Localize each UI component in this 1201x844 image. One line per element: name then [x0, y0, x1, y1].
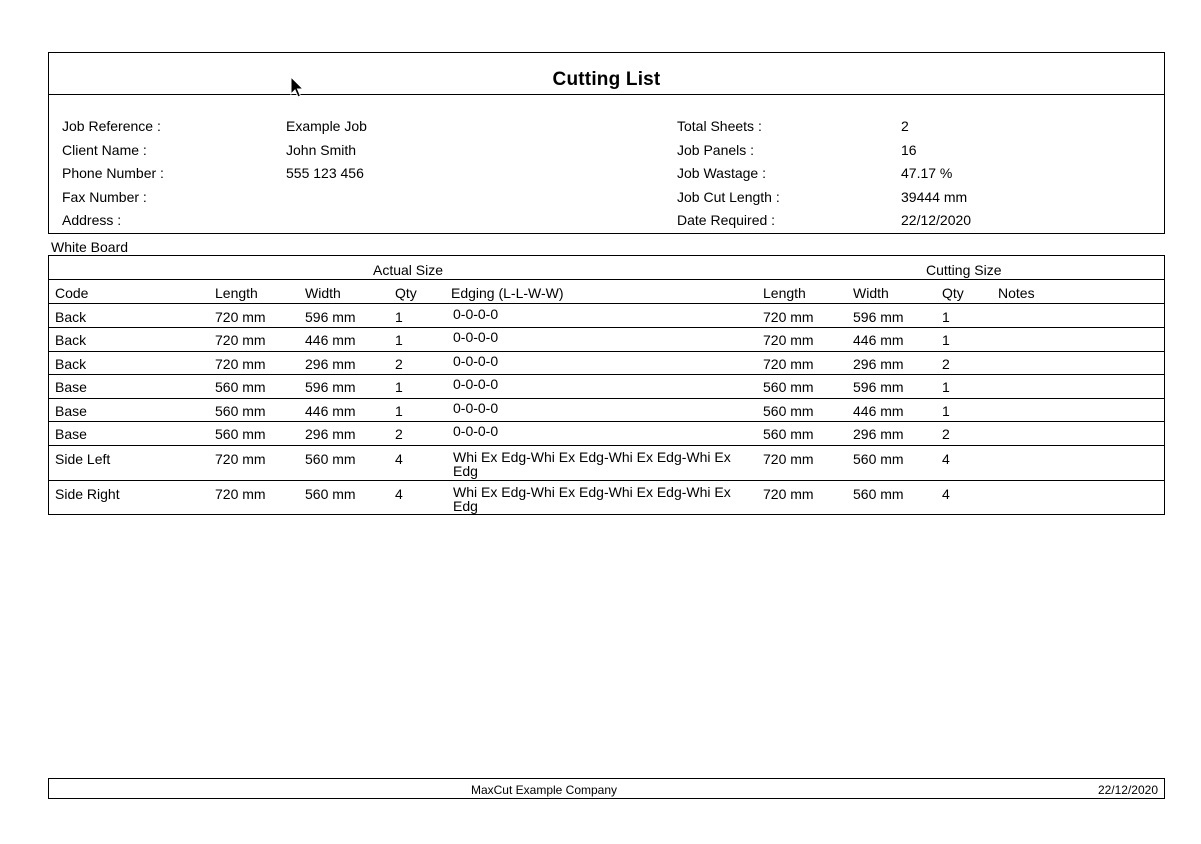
row-cut-width: 596 mm: [853, 379, 904, 395]
row-qty: 4: [395, 486, 403, 502]
row-edging: 0-0-0-0: [453, 353, 499, 369]
value-client-name: John Smith: [286, 141, 357, 158]
row-length: 560 mm: [215, 379, 266, 395]
row-edging: 0-0-0-0: [453, 423, 499, 439]
row-qty: 1: [395, 309, 403, 325]
row-width: 596 mm: [305, 379, 356, 395]
label-client-name: Client Name :: [62, 141, 147, 158]
row-code: Back: [55, 356, 87, 372]
row-code: Base: [55, 403, 87, 419]
row-edging: 0-0-0-0: [453, 306, 499, 322]
row-length: 720 mm: [215, 356, 266, 372]
row-qty: 2: [395, 426, 403, 442]
table-row: [49, 351, 1164, 374]
row-width: 296 mm: [305, 356, 356, 372]
value-job-reference: Example Job: [286, 118, 367, 134]
row-width: 560 mm: [305, 451, 356, 467]
row-qty: 2: [395, 356, 403, 372]
row-code: Back: [55, 332, 87, 348]
page-footer: [48, 778, 1165, 799]
row-edging: Whi Ex Edg-Whi Ex Edg-Whi Ex Edg-Whi Ex Edg: [453, 484, 731, 514]
table-row: [49, 480, 1164, 515]
row-edging: 0-0-0-0: [453, 329, 499, 345]
row-edging: 0-0-0-0: [453, 400, 499, 416]
row-cut-qty: 1: [942, 379, 950, 395]
row-cut-width: 446 mm: [853, 403, 904, 419]
row-width: 296 mm: [305, 426, 356, 442]
value-job-cut-length: 39444 mm: [901, 188, 968, 205]
header-cut-qty: Qty: [942, 285, 964, 301]
row-cut-width: 296 mm: [853, 356, 904, 372]
header-cut-length: Length: [763, 285, 806, 301]
label-date-required: Date Required :: [677, 212, 776, 228]
row-cut-qty: 2: [942, 426, 950, 442]
header-length: Length: [215, 285, 258, 301]
row-qty: 4: [395, 451, 403, 467]
row-cut-qty: 1: [942, 309, 950, 325]
value-fax-number: [286, 186, 367, 210]
row-cut-qty: 1: [942, 403, 950, 419]
right-info-labels: [677, 115, 780, 233]
label-address: Address :: [62, 212, 122, 228]
mouse-pointer-icon: [290, 76, 306, 103]
row-qty: 1: [395, 379, 403, 395]
left-info-labels: [62, 115, 164, 233]
page-title: Cutting List: [552, 69, 661, 90]
row-length: 560 mm: [215, 403, 266, 419]
table-row: [49, 398, 1164, 421]
row-cut-qty: 4: [942, 486, 950, 502]
table-row: [49, 445, 1164, 480]
table-row: [49, 374, 1164, 398]
row-code: Side Left: [55, 451, 111, 467]
value-phone-number: 555 123 456: [286, 165, 364, 181]
value-job-wastage: 47.17 %: [901, 165, 953, 181]
left-info-values: [286, 115, 367, 233]
group-actual-size: Actual Size: [373, 262, 444, 278]
report-header: [48, 52, 1165, 234]
row-width: 446 mm: [305, 332, 356, 348]
table-row: [49, 304, 1164, 327]
row-cut-width: 296 mm: [853, 426, 904, 442]
header-notes: Notes: [998, 285, 1035, 301]
row-code: Base: [55, 426, 87, 442]
label-total-sheets: Total Sheets :: [677, 118, 762, 134]
row-width: 446 mm: [305, 403, 356, 419]
row-cut-width: 560 mm: [853, 451, 904, 467]
row-code: Base: [55, 379, 87, 395]
row-length: 560 mm: [215, 426, 266, 442]
table-row: [49, 327, 1164, 351]
row-width: 596 mm: [305, 309, 356, 325]
divider: [49, 279, 1164, 280]
row-cut-width: 560 mm: [853, 486, 904, 502]
material-label: White Board: [51, 239, 129, 255]
row-cut-length: 720 mm: [763, 356, 814, 372]
row-cut-length: 560 mm: [763, 426, 814, 442]
row-width: 560 mm: [305, 486, 356, 502]
group-cutting-size: Cutting Size: [926, 262, 1002, 278]
header-edging: Edging (L-L-W-W): [451, 285, 564, 301]
footer-company: MaxCut Example Company: [470, 783, 618, 797]
row-qty: 1: [395, 332, 403, 348]
row-cut-qty: 4: [942, 451, 950, 467]
row-qty: 1: [395, 403, 403, 419]
header-width: Width: [305, 285, 341, 301]
row-length: 720 mm: [215, 309, 266, 325]
label-fax-number: Fax Number :: [62, 188, 147, 205]
header-code: Code: [55, 285, 89, 301]
value-address: [286, 209, 367, 233]
value-job-panels: 16: [901, 141, 917, 158]
cutting-table: [48, 255, 1165, 515]
row-length: 720 mm: [215, 332, 266, 348]
table-row: [49, 421, 1164, 445]
label-job-reference: Job Reference :: [62, 118, 161, 134]
row-code: Back: [55, 309, 87, 325]
footer-date: 22/12/2020: [1097, 783, 1158, 797]
header-cut-width: Width: [853, 285, 889, 301]
row-cut-width: 596 mm: [853, 309, 904, 325]
row-cut-width: 446 mm: [853, 332, 904, 348]
row-length: 720 mm: [215, 451, 266, 467]
title-row: [49, 53, 1164, 95]
label-job-panels: Job Panels :: [677, 141, 755, 158]
row-cut-qty: 2: [942, 356, 950, 372]
label-phone-number: Phone Number :: [62, 165, 164, 181]
value-total-sheets: 2: [901, 118, 909, 134]
row-cut-length: 720 mm: [763, 309, 814, 325]
row-cut-qty: 1: [942, 332, 950, 348]
row-cut-length: 720 mm: [763, 451, 814, 467]
value-date-required: 22/12/2020: [901, 212, 972, 228]
row-cut-length: 720 mm: [763, 332, 814, 348]
label-job-cut-length: Job Cut Length :: [677, 188, 780, 205]
row-cut-length: 560 mm: [763, 379, 814, 395]
row-code: Side Right: [55, 486, 120, 502]
row-cut-length: 720 mm: [763, 486, 814, 502]
row-edging: 0-0-0-0: [453, 376, 499, 392]
header-qty: Qty: [395, 285, 417, 301]
row-cut-length: 560 mm: [763, 403, 814, 419]
row-length: 720 mm: [215, 486, 266, 502]
row-edging: Whi Ex Edg-Whi Ex Edg-Whi Ex Edg-Whi Ex Edg: [453, 449, 731, 479]
right-info-values: [901, 115, 971, 233]
label-job-wastage: Job Wastage :: [677, 165, 766, 181]
